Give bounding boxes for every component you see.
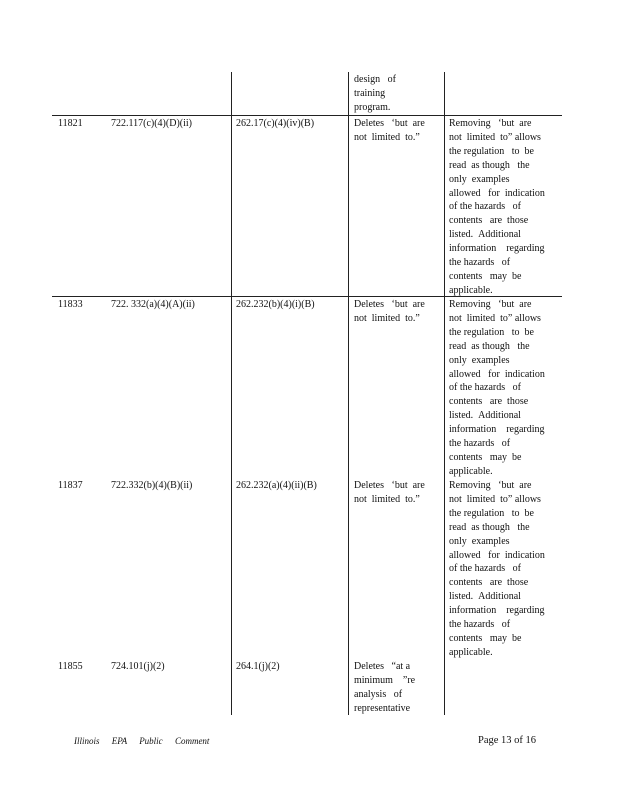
change-cell: Deletes “at a minimum ”re analysis of representative	[354, 661, 416, 714]
table-row-divider	[52, 115, 562, 116]
line-number-cell: 11837	[58, 480, 83, 491]
line-number-cell: 11855	[58, 661, 83, 672]
table-column-divider	[231, 72, 232, 715]
illinois-rule-cell: 722.117(c)(4)(D)(ii)	[111, 118, 192, 129]
change-cell: Deletes ‘but are not limited to.”	[354, 480, 425, 505]
continued-change-cell: design of training program.	[354, 74, 396, 113]
federal-rule-cell: 264.1(j)(2)	[236, 661, 280, 672]
federal-rule-cell: 262.232(b)(4)(i)(B)	[236, 299, 315, 310]
comment-cell: Removing ‘but are not limited to” allows the regulation to be read as though the only examples allowed for indication of the hazards of contents are those listed. Additional information regarding the hazards of contents may be applicable.	[449, 480, 545, 658]
line-number-cell: 11821	[58, 118, 83, 129]
page-number: Page 13 of 16	[478, 735, 537, 746]
illinois-rule-cell: 722.332(b)(4)(B)(ii)	[111, 480, 193, 491]
table-column-divider	[348, 72, 349, 715]
federal-rule-cell: 262.232(a)(4)(ii)(B)	[236, 480, 317, 491]
federal-rule-cell: 262.17(c)(4)(iv)(B)	[236, 118, 315, 129]
illinois-rule-cell: 722. 332(a)(4)(A)(ii)	[111, 299, 195, 310]
comment-cell: Removing ‘but are not limited to” allows the regulation to be read as though the only examples allowed for indication of the hazards of contents are those listed. Additional information regarding the hazards of contents may be applicable.	[449, 118, 545, 296]
change-cell: Deletes ‘but are not limited to.”	[354, 118, 425, 143]
comment-cell: Removing ‘but are not limited to” allows the regulation to be read as though the only examples allowed for indication of the hazards of contents are those listed. Additional information regarding the hazards of contents may be applicable.	[449, 299, 545, 477]
table-column-divider	[444, 72, 445, 715]
illinois-rule-cell: 724.101(j)(2)	[111, 661, 165, 672]
line-number-cell: 11833	[58, 299, 83, 310]
change-cell: Deletes ‘but are not limited to.”	[354, 299, 425, 324]
footer-source: Illinois EPA Public Comment	[74, 736, 210, 746]
